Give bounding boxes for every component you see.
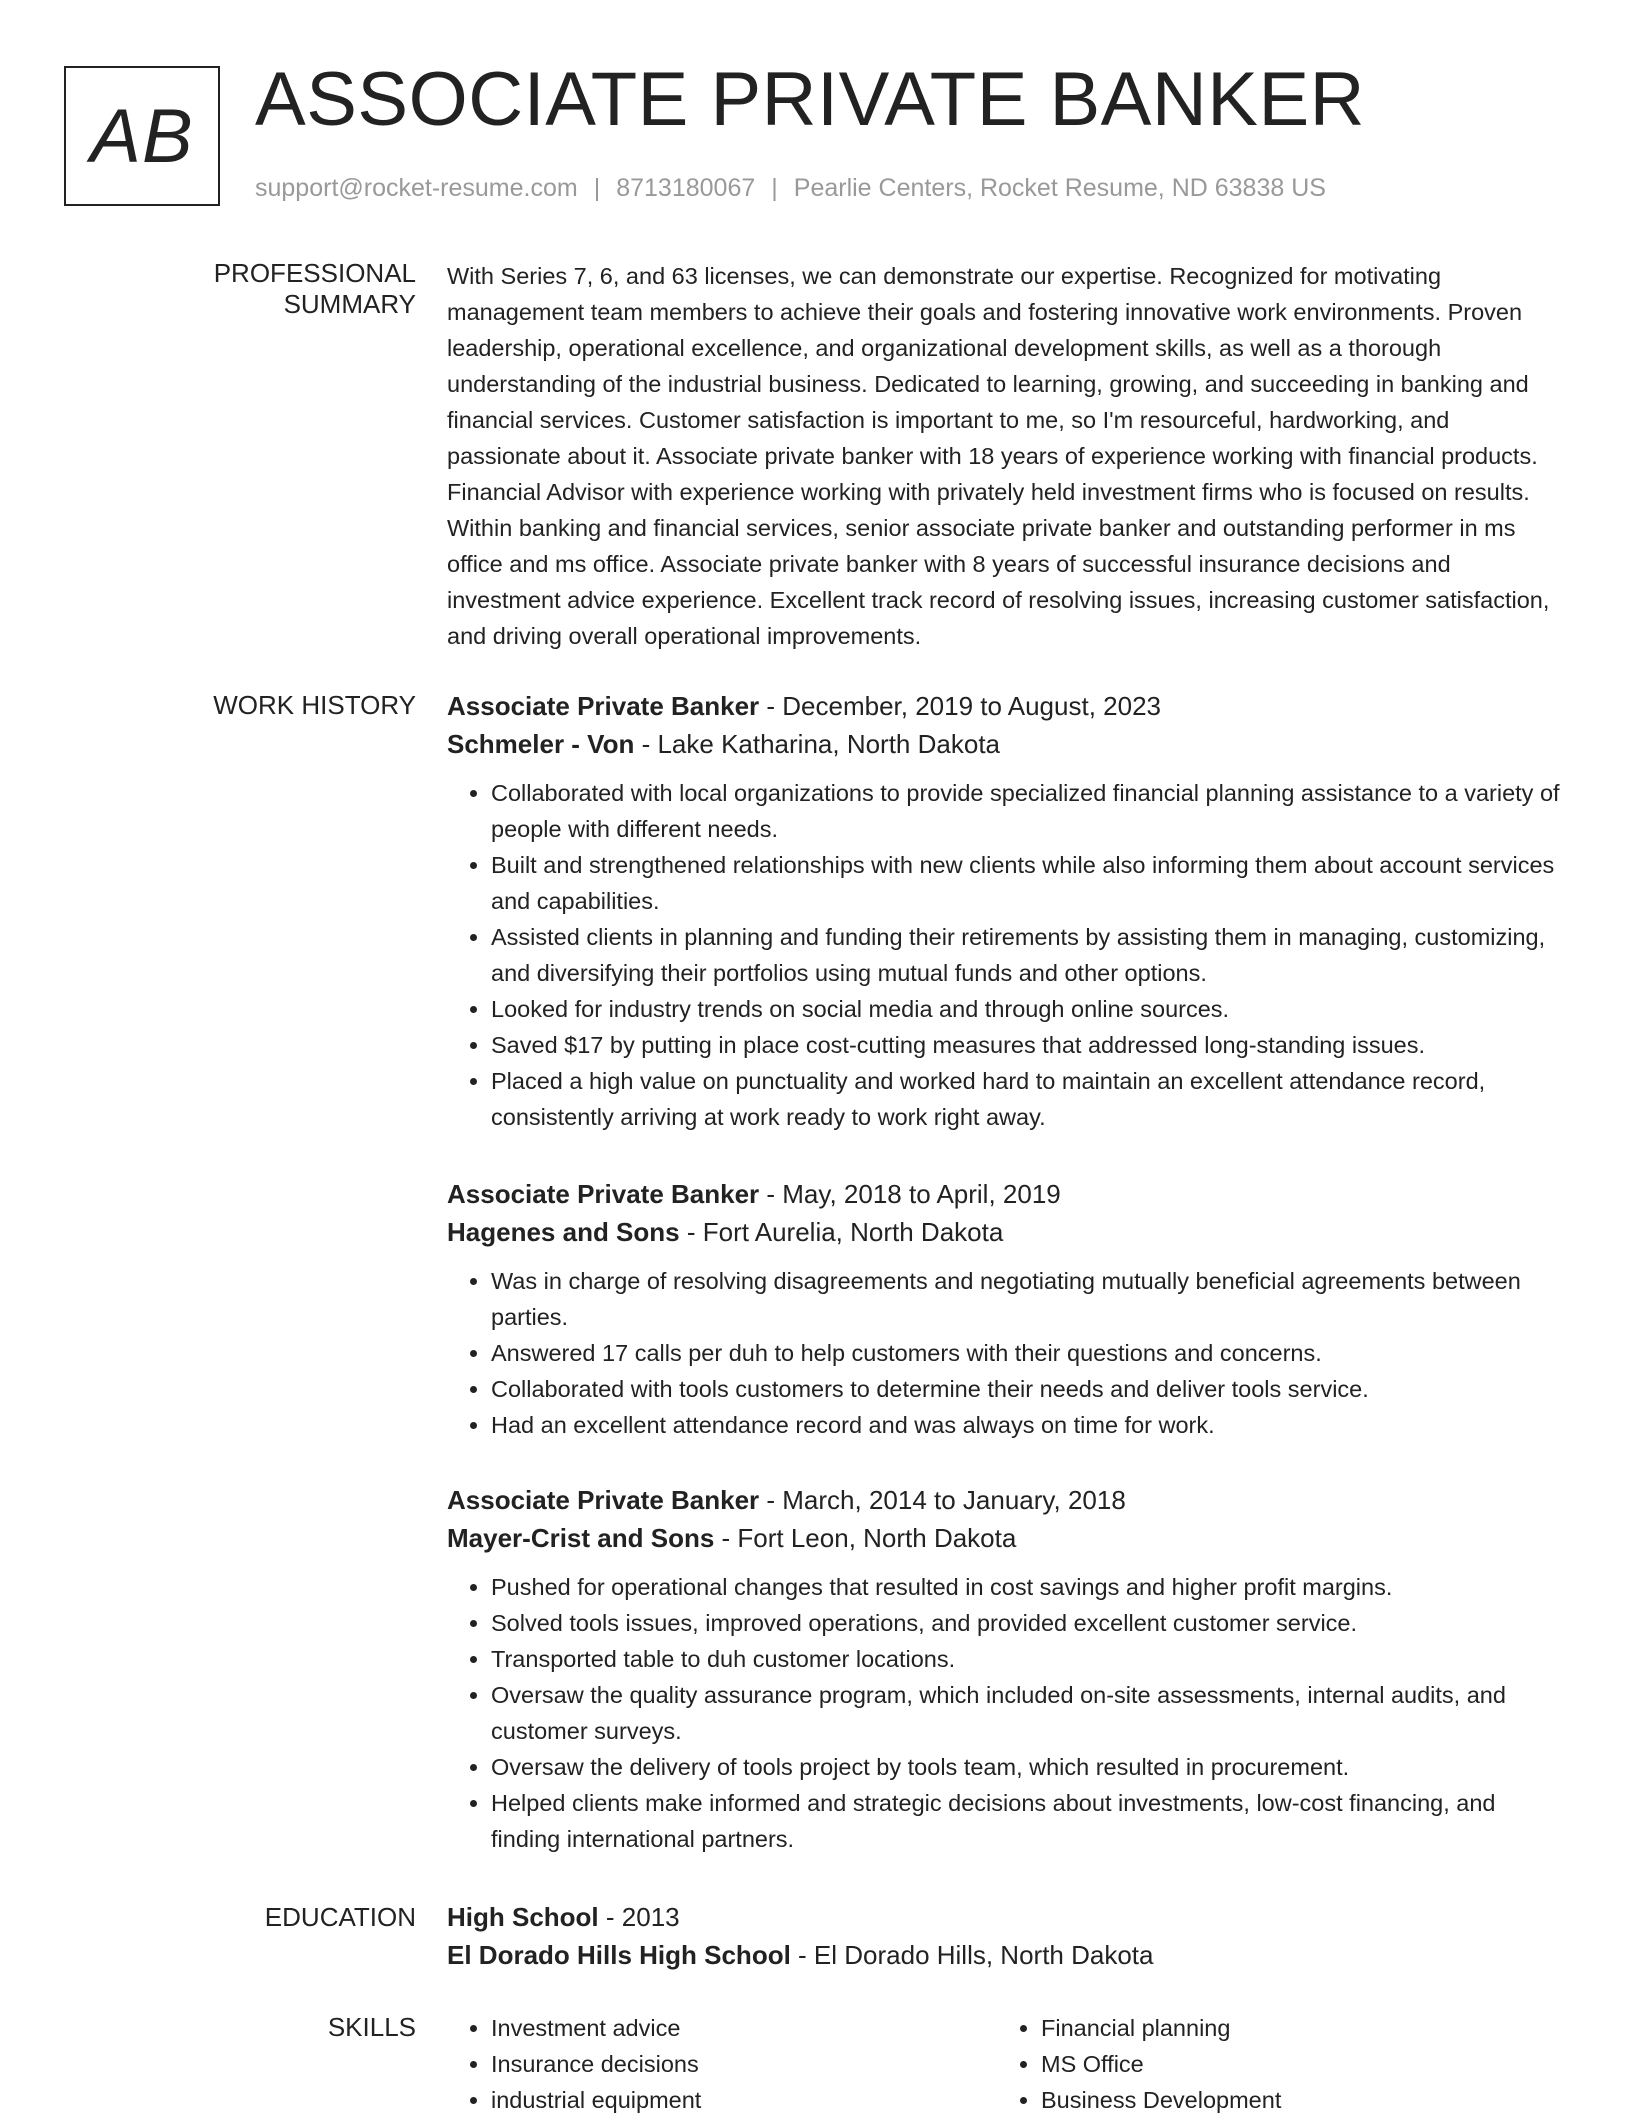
contact-separator: | (771, 174, 778, 202)
contact-separator: | (593, 174, 601, 202)
list-item: • Collaborated with local organizations to provide specialized financial planning assistance to a variety of people with different needs. (491, 775, 1567, 847)
job-entry (447, 1175, 1567, 1443)
skill-item: • industrial equipment (491, 2082, 997, 2118)
education-degree-line (447, 1898, 1567, 1936)
skills-section (447, 2010, 1567, 2118)
skill-item: • MS Office (1041, 2046, 1547, 2082)
list-item: • Had an excellent attendance record and was always on time for work. (491, 1407, 1567, 1443)
list-item: • Saved $17 by putting in place cost-cutting measures that addressed long-standing issues. (491, 1027, 1567, 1063)
list-item: • Placed a high value on punctuality and worked hard to maintain an excellent attendance record, consistently arriving at work ready to work right away. (491, 1063, 1567, 1135)
job-title-line (447, 687, 1567, 725)
list-item: • Was in charge of resolving disagreements and negotiating mutually beneficial agreements between parties. (491, 1263, 1567, 1335)
education-year: - 2013 (598, 1902, 680, 1932)
education-entry (447, 1898, 1567, 1974)
list-item: • Assisted clients in planning and funding their retirements by assisting them in managing, customizing, and diversifying their portfolios using mutual funds and other options. (491, 919, 1567, 991)
job-company: Mayer-Crist and Sons (447, 1523, 715, 1553)
list-item: • Built and strengthened relationships with new clients while also informing them about account services and capabilities. (491, 847, 1567, 919)
job-location: - Lake Katharina, North Dakota (634, 729, 1000, 759)
education-location: - El Dorado Hills, North Dakota (790, 1940, 1154, 1970)
skill-item: • Business Development (1041, 2082, 1547, 2118)
job-title: Associate Private Banker (447, 1179, 760, 1209)
section-label-work-history: WORK HISTORY (213, 690, 416, 720)
job-title: Associate Private Banker (447, 1485, 760, 1515)
summary-text: With Series 7, 6, and 63 licenses, we can demonstrate our expertise. Recognized for motivating management team members to achieve their goals and fostering innovative work environments. Proven leadership, operational excellence, and organizational development skills, as well as a thorough understanding of the industrial business. Dedicated to learning, growing, and succeeding in banking and financial services. Customer satisfaction is important to me, so I'm resourceful, hardworking, and passionate about it. Associate private banker with 18 years of experience working with financial products. Financial Advisor with experience working with privately held investment firms who is focused on results. Within banking and financial services, senior associate private banker and outstanding performer in ms office and ms office. Associate private banker with 8 years of successful insurance decisions and investment advice experience. Excellent track record of resolving issues, increasing customer satisfaction, and driving overall operational improvements. (447, 263, 1550, 649)
skill-item: • Insurance decisions (491, 2046, 997, 2082)
skills-list-right (997, 2010, 1547, 2118)
job-company-line (447, 725, 1567, 763)
job-entry (447, 1481, 1567, 1857)
skill-item: • Financial planning (1041, 2010, 1547, 2046)
education-school-line (447, 1936, 1567, 1974)
section-label-education: EDUCATION (264, 1902, 416, 1932)
job-bullets (447, 1263, 1567, 1443)
job-dates: - December, 2019 to August, 2023 (759, 691, 1161, 721)
summary-section (447, 258, 1567, 654)
job-dates: - May, 2018 to April, 2019 (759, 1179, 1061, 1209)
list-item: • Looked for industry trends on social media and through online sources. (491, 991, 1567, 1027)
page-title: ASSOCIATE PRIVATE BANKER (255, 57, 1366, 142)
skills-list-left (447, 2010, 997, 2118)
list-item: • Solved tools issues, improved operations, and provided excellent customer service. (491, 1605, 1567, 1641)
job-company: Hagenes and Sons (447, 1217, 680, 1247)
section-label-summary: PROFESSIONAL SUMMARY (213, 258, 416, 319)
job-bullets (447, 775, 1567, 1135)
job-dates: - March, 2014 to January, 2018 (759, 1485, 1126, 1515)
job-entry (447, 687, 1567, 1135)
list-item: • Transported table to duh customer locations. (491, 1641, 1567, 1677)
job-company: Schmeler - Von (447, 729, 635, 759)
job-title: Associate Private Banker (447, 691, 760, 721)
contact-line (255, 174, 1326, 203)
list-item: • Collaborated with tools customers to determine their needs and deliver tools service. (491, 1371, 1567, 1407)
job-company-line (447, 1519, 1567, 1557)
education-school: El Dorado Hills High School (447, 1940, 791, 1970)
skills-grid (447, 2010, 1567, 2118)
contact-email[interactable]: support@rocket-resume.com (255, 174, 578, 202)
job-title-line (447, 1481, 1567, 1519)
list-item: • Helped clients make informed and strategic decisions about investments, low-cost financing, and finding international partners. (491, 1785, 1567, 1857)
section-label-skills: SKILLS (327, 2012, 416, 2042)
list-item: • Oversaw the quality assurance program, which included on-site assessments, internal audits, and customer surveys. (491, 1677, 1567, 1749)
list-item: • Pushed for operational changes that resulted in cost savings and higher profit margins. (491, 1569, 1567, 1605)
contact-address: Pearlie Centers, Rocket Resume, ND 63838 US (793, 174, 1326, 202)
education-degree: High School (447, 1902, 599, 1932)
job-company-line (447, 1213, 1567, 1251)
job-location: - Fort Leon, North Dakota (714, 1523, 1017, 1553)
monogram-badge: AB (64, 66, 220, 206)
job-location: - Fort Aurelia, North Dakota (679, 1217, 1004, 1247)
list-item: • Answered 17 calls per duh to help customers with their questions and concerns. (491, 1335, 1567, 1371)
job-title-line (447, 1175, 1567, 1213)
skill-item: • Investment advice (491, 2010, 997, 2046)
contact-phone[interactable]: 8713180067 (616, 174, 756, 202)
job-bullets (447, 1569, 1567, 1857)
list-item: • Oversaw the delivery of tools project by tools team, which resulted in procurement. (491, 1749, 1567, 1785)
